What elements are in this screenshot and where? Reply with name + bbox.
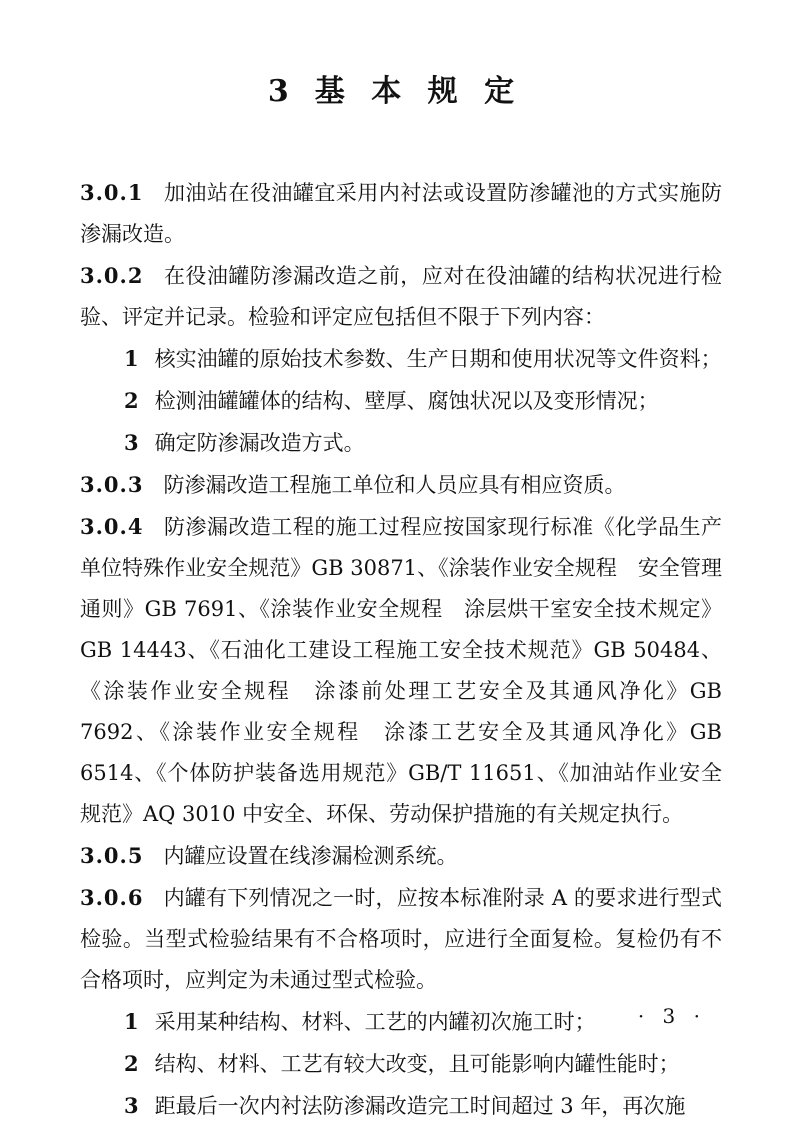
list-item bbox=[80, 1085, 722, 1127]
clause-number: 3.0.4 bbox=[80, 514, 144, 539]
clause-number: 3.0.1 bbox=[80, 180, 144, 205]
chapter-number: 3 bbox=[267, 74, 297, 109]
chapter-title: 基 本 规 定 bbox=[314, 74, 523, 109]
clause-3-0-1 bbox=[80, 172, 722, 255]
clause-3-0-5 bbox=[80, 835, 722, 877]
clause-text: 防渗漏改造工程施工单位和人员应具有相应资质。 bbox=[163, 473, 626, 497]
clause-text: 内罐有下列情况之一时，应按本标准附录 A 的要求进行型式检验。当型式检验结果有不合格项时，应进行全面复检。复检仍有不合格项时，应判定为未通过型式检验。 bbox=[80, 886, 722, 992]
page-title bbox=[0, 66, 790, 110]
clause-3-0-4 bbox=[80, 506, 722, 835]
clause-text: 防渗漏改造工程的施工过程应按国家现行标准《化学品生产单位特殊作业安全规范》GB 30871、《涂装作业安全规程 安全管理通则》GB 7691、《涂装作业安全规程 涂层烘干室安全技术规定》GB 14443、《石油化工建设工程施工安全技术规范》GB 50484、《涂装作业安全规程 涂漆前处理工艺安全及其通风净化》GB 7692、《涂装作业安全规程 涂漆工艺安全及其通风净化》GB 6514、《个体防护装备选用规范》GB/T 11651、《加油站作业安全规范》AQ 3010 中安全、环保、劳动保护措施的有关规定执行。 bbox=[80, 515, 722, 826]
clause-3-0-6 bbox=[80, 877, 722, 1001]
body-text bbox=[80, 172, 722, 1127]
list-item bbox=[80, 380, 722, 422]
clause-text: 在役油罐防渗漏改造之前，应对在役油罐的结构状况进行检验、评定并记录。检验和评定应包括但不限于下列内容： bbox=[80, 264, 722, 329]
item-number: 3 bbox=[124, 1093, 139, 1118]
list-item bbox=[80, 1001, 722, 1043]
clause-text: 加油站在役油罐宜采用内衬法或设置防渗罐池的方式实施防渗漏改造。 bbox=[80, 181, 722, 246]
clause-number: 3.0.5 bbox=[80, 843, 144, 868]
clause-number: 3.0.2 bbox=[80, 263, 144, 288]
list-item bbox=[80, 422, 722, 464]
item-text: 核实油罐的原始技术参数、生产日期和使用状况等文件资料； bbox=[154, 347, 722, 371]
item-text: 距最后一次内衬法防渗漏改造完工时间超过 3 年，再次施 bbox=[154, 1094, 686, 1118]
clause-number: 3.0.3 bbox=[80, 472, 144, 497]
clause-text: 内罐应设置在线渗漏检测系统。 bbox=[163, 844, 458, 868]
item-text: 采用某种结构、材料、工艺的内罐初次施工时； bbox=[154, 1010, 596, 1034]
clause-3-0-2 bbox=[80, 255, 722, 338]
clause-3-0-3 bbox=[80, 464, 722, 506]
item-number: 3 bbox=[124, 430, 139, 455]
item-text: 结构、材料、工艺有较大改变，且可能影响内罐性能时； bbox=[154, 1052, 680, 1076]
page-number: · 3 · bbox=[637, 1004, 706, 1028]
item-text: 确定防渗漏改造方式。 bbox=[154, 431, 365, 455]
item-text: 检测油罐罐体的结构、壁厚、腐蚀状况以及变形情况； bbox=[154, 389, 659, 413]
list-item bbox=[80, 338, 722, 380]
item-number: 1 bbox=[124, 1009, 139, 1034]
item-number: 2 bbox=[124, 388, 139, 413]
list-item bbox=[80, 1043, 722, 1085]
clause-number: 3.0.6 bbox=[80, 885, 144, 910]
item-number: 2 bbox=[124, 1051, 139, 1076]
item-number: 1 bbox=[124, 346, 139, 371]
